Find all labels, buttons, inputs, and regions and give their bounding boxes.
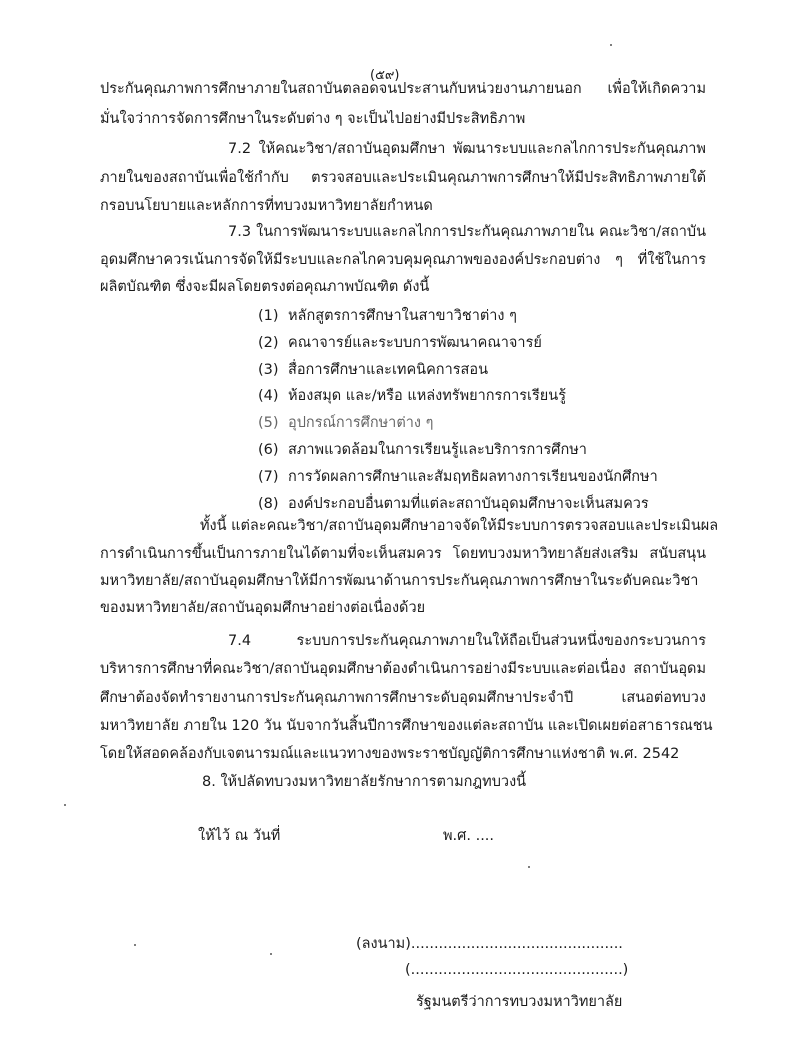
list-item-5 [258,411,433,434]
list-item-text: องค์ประกอบอื่นตามที่แต่ละสถาบันอุดมศึกษาจะเห็นสมควร [288,496,649,512]
clause-7-3-line-2: อุดมศึกษาควรเน้นการจัดให้มีระบบและกลไกควบคุมคุณภาพขององค์ประกอบต่าง ๆ ที่ใช้ในการ [100,252,706,268]
clause-7-2-line-3: กรอบนโยบายและหลักการที่ทบวงมหาวิทยาลัยกำหนด [100,198,433,214]
list-item-number: (3) [258,362,279,378]
clause-7-4-line-2: บริหารการศึกษาที่คณะวิชา/สถาบันอุดมศึกษาต้องดำเนินการอย่างมีระบบและต่อเนื่อง สถาบันอุดม [100,661,706,677]
list-item-number: (6) [258,442,279,458]
list-item-number: (7) [258,469,279,485]
clause-7-4-line-1: 7.4 ระบบการประกันคุณภาพภายในให้ถือเป็นส่วนหนึ่งของกระบวนการ [228,633,706,649]
list-item-2 [258,331,542,354]
list-item-number: (1) [258,308,279,324]
intro-line-2: มั่นใจว่าการจัดการศึกษาในระดับต่าง ๆ จะเป็นไปอย่างมีประสิทธิภาพ [100,111,526,127]
clause-7-2-line-1: 7.2 ให้คณะวิชา/สถาบันอุดมศึกษา พัฒนาระบบและกลไกการประกันคุณภาพ [228,141,706,157]
scan-speck [270,953,272,955]
clause-7-3-tail-2: การดำเนินการขึ้นเป็นการภายในได้ตามที่จะเห็นสมควร โดยทบวงมหาวิทยาลัยส่งเสริม สนับสนุน [100,546,706,562]
list-item-text: คณาจารย์และระบบการพัฒนาคณาจารย์ [288,335,542,351]
given-date-label: ให้ไว้ ณ วันที่ [198,828,281,844]
clause-7-4-line-5: โดยให้สอดคล้องกับเจตนารมณ์และแนวทางของพระราชบัญญัติการศึกษาแห่งชาติ พ.ศ. 2542 [100,746,680,762]
clause-7-4-line-4: มหาวิทยาลัย ภายใน 120 วัน นับจากวันสิ้นปีการศึกษาของแต่ละสถาบัน และเปิดเผยต่อสาธารณชน [100,718,713,734]
intro-line-1: ประกันคุณภาพการศึกษาภายในสถาบันตลอดจนประสานกับหน่วยงานภายนอก เพื่อให้เกิดความ [100,81,706,97]
list-item-7 [258,465,658,488]
scan-speck [134,944,136,946]
signature-name-line: (..............................................) [405,962,629,978]
clause-7-3-tail-4: ของมหาวิทยาลัย/สถาบันอุดมศึกษาอย่างต่อเนื่องด้วย [100,600,426,616]
clause-7-4-line-3: ศึกษาต้องจัดทำรายงานการประกันคุณภาพการศึกษาระดับอุดมศึกษาประจำปี เสนอต่อทบวง [100,690,706,706]
list-item-1 [258,304,517,327]
clause-7-3-line-1: 7.3 ในการพัฒนาระบบและกลไกการประกันคุณภาพภายใน คณะวิชา/สถาบัน [228,224,706,240]
scan-speck [64,804,66,806]
list-item-text: สภาพแวดล้อมในการเรียนรู้และบริการการศึกษา [288,442,587,458]
given-year-label: พ.ศ. .... [443,828,495,844]
list-item-8 [258,492,649,515]
list-item-number: (4) [258,388,279,404]
list-item-text: สื่อการศึกษาและเทคนิคการสอน [288,362,488,378]
list-item-6 [258,438,587,461]
scan-speck [528,866,530,868]
list-item-text: ห้องสมุด และ/หรือ แหล่งทรัพยากรการเรียนรู้ [288,388,566,404]
list-item-4 [258,384,566,407]
list-item-text: หลักสูตรการศึกษาในสาขาวิชาต่าง ๆ [288,308,517,324]
list-item-text: การวัดผลการศึกษาและสัมฤทธิผลทางการเรียนของนักศึกษา [288,469,658,485]
scan-speck [610,44,612,46]
clause-7-3-tail-3: มหาวิทยาลัย/สถาบันอุดมศึกษาให้มีการพัฒนาด้านการประกันคุณภาพการศึกษาในระดับคณะวิชา [100,573,699,589]
list-item-text: อุปกรณ์การศึกษาต่าง ๆ [288,415,434,431]
list-item-number: (5) [258,415,279,431]
clause-7-3-line-3: ผลิตบัณฑิต ซึ่งจะมีผลโดยตรงต่อคุณภาพบัณฑิต ดังนี้ [100,279,430,295]
signature-title: รัฐมนตรีว่าการทบวงมหาวิทยาลัย [416,994,623,1010]
list-item-number: (8) [258,496,279,512]
clause-7-3-tail-1: ทั้งนี้ แต่ละคณะวิชา/สถาบันอุดมศึกษาอาจจัดให้มีระบบการตรวจสอบและประเมินผล [200,518,719,534]
clause-7-2-line-2: ภายในของสถาบันเพื่อใช้กำกับ ตรวจสอบและประเมินคุณภาพการศึกษาให้มีประสิทธิภาพภายใต้ [100,170,706,186]
clause-8: 8. ให้ปลัดทบวงมหาวิทยาลัยรักษาการตามกฎทบวงนี้ [202,774,527,790]
list-item-3 [258,358,488,381]
list-item-number: (2) [258,335,279,351]
signature-sign-line: (ลงนาม).............................................. [356,936,623,952]
page-number: (๕๙) [370,68,400,83]
